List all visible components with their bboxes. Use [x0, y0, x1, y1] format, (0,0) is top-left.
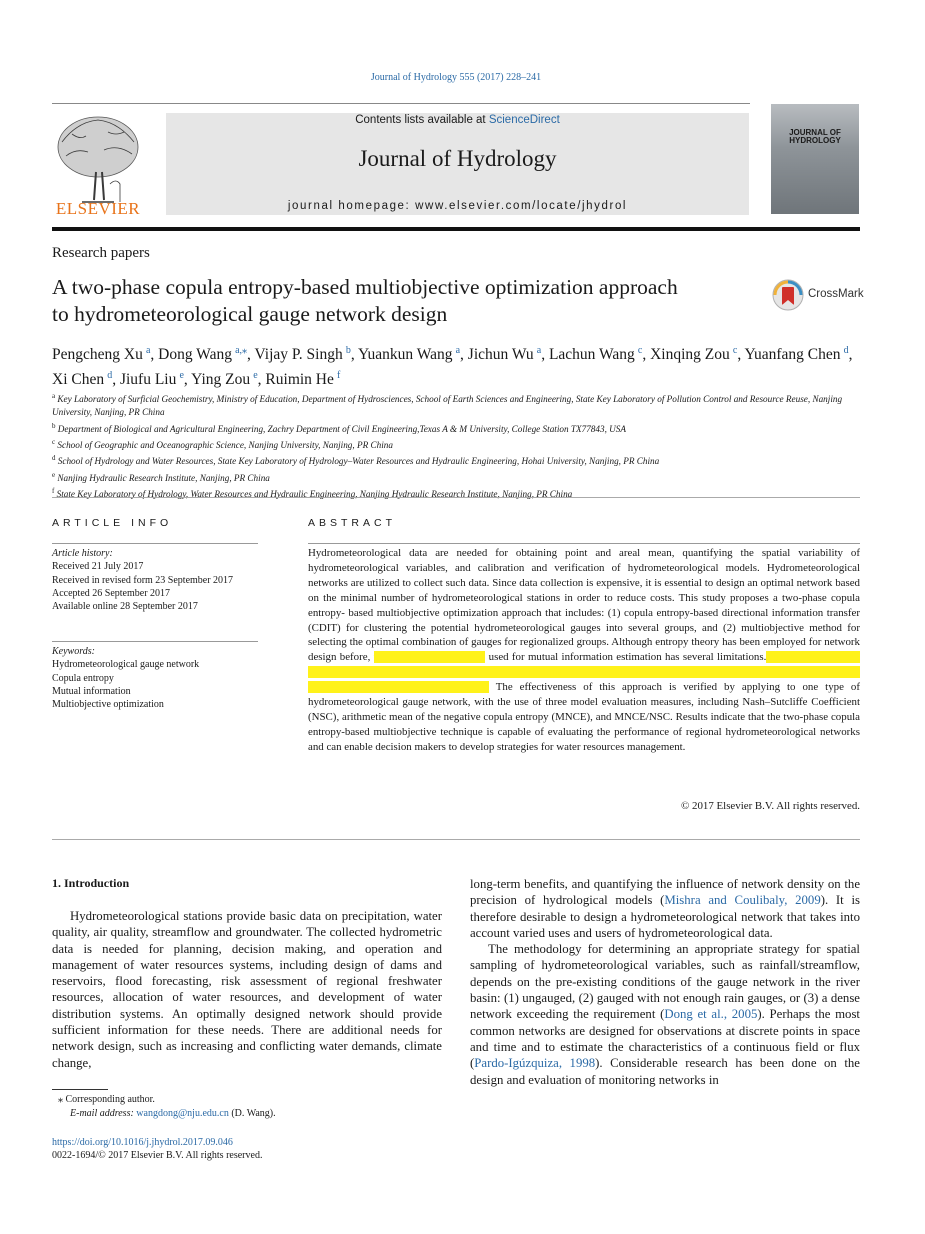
author-list: Pengcheng Xu $^a$, Dong Wang $^{a,⁎}$, Vijay P. Singh $^b$, Yuankun Wang $^a$, Jichun Wu $^a$, Lachun Wang $^c$, Xinqing Zou $^c$, Yuanfang Chen $^d$, Xi Chen $^d$, Jiufu Liu $^e$, Ying Zou $^e$, Ruimin He $^f$ [52, 345, 853, 389]
author-affiliation-marker[interactable]: f [337, 370, 341, 382]
body-column-left [52, 908, 442, 1071]
affiliation [52, 485, 867, 501]
affiliation-text: School of Hydrology and Water Resources, State Key Laboratory of Hydrology–Water Resources and Hydraulic Engineering, Hohai University, Nanjing, PR China [57, 456, 660, 467]
crossmark-label[interactable]: CrossMark [808, 288, 864, 300]
affiliation-marker: c [52, 438, 56, 447]
author-name[interactable]: Xinqing Zou [650, 346, 730, 364]
header-divider [52, 103, 750, 104]
divider [52, 497, 860, 498]
affiliation [52, 390, 867, 420]
cover-title: JOURNAL OF HYDROLOGY [789, 128, 841, 145]
author-affiliation-marker[interactable]: d [107, 370, 113, 382]
abstract-copyright: © 2017 Elsevier B.V. All rights reserved. [681, 800, 860, 812]
footnote-rule [52, 1089, 108, 1090]
keyword: Multiobjective optimization [52, 699, 164, 711]
author-affiliation-marker[interactable]: d [843, 345, 849, 356]
paragraph-text: ). Perhaps the most common networks are designed for observations at discrete points in space and time and to estimate the characteristics of a continuous field or flux ( [470, 1007, 860, 1071]
author[interactable] [52, 346, 150, 363]
author[interactable] [358, 346, 460, 363]
article-info-heading: ARTICLE INFO [52, 517, 173, 529]
affiliation-marker: b [52, 421, 56, 430]
author-name[interactable]: Ruimin He [265, 371, 334, 389]
divider [52, 839, 860, 840]
journal-title: Journal of Hydrology [358, 146, 557, 171]
paragraph [470, 941, 860, 1088]
email-line [52, 1107, 442, 1121]
sciencedirect-link[interactable]: ScienceDirect [488, 114, 560, 126]
issn-line: 0022-1694/© 2017 Elsevier B.V. All rights reserved. [52, 1150, 263, 1161]
paragraph-text: long-term benefits, and quantifying the influence of network density on the precision of hydrological models ( [470, 877, 860, 908]
contents-availability [166, 114, 749, 126]
affiliation-marker: a [52, 392, 56, 400]
abstract-heading: ABSTRACT [308, 517, 397, 529]
affiliation [52, 436, 867, 452]
affiliation-marker: d [52, 454, 56, 463]
citation-link[interactable]: Mishra and Coulibaly, 2009 [664, 893, 821, 908]
paragraph: Hydrometeorological stations provide basic data on precipitation, water quality, air quality, streamflow and groundwater. The collected hydrometric data is needed for planning, decision making, and operation and management of water resources systems, including design of dams and reservoirs, flood forecasting, risk assessment of regional freshwater resources, allocation of water resources, and development of water distribution systems. An optimally designed network should provide sufficient information for these needs. There are additional needs for network design, such as increasing and conflicting water demands, climate change, [52, 909, 442, 1070]
cover-background [771, 104, 859, 214]
doi-link[interactable]: https://doi.org/10.1016/j.jhydrol.2017.09.046 [52, 1137, 233, 1148]
section-type: Research papers [52, 245, 150, 261]
author[interactable] [158, 346, 247, 363]
journal-cover-image[interactable] [771, 104, 859, 214]
affiliation-list [52, 390, 867, 501]
author-name[interactable]: Xi Chen [52, 371, 105, 389]
affiliation-text: Department of Biological and Agricultural Engineering, Zachry Department of Civil Engineering,Texas A & M University, College Station TX77843, USA [57, 423, 627, 434]
affiliation [52, 452, 867, 468]
journal-reference-link[interactable]: Journal of Hydrology 555 (2017) 228–241 [370, 72, 542, 83]
author-affiliation-marker[interactable]: a [536, 345, 542, 356]
abstract-highlight: In the present paper, we utilize copula entropy for multivariate mutual information estimation, which exploits the advantage of copula to calculate mutual information between variables. [308, 651, 860, 694]
author[interactable] [191, 371, 258, 388]
author-affiliation-marker[interactable]: e [179, 370, 184, 382]
author[interactable] [120, 371, 184, 388]
author[interactable] [650, 346, 737, 363]
keyword: Hydrometeorological gauge network [52, 659, 200, 671]
footnote [52, 1093, 442, 1121]
body-column-right [470, 876, 860, 1088]
email-link[interactable]: wangdong@nju.edu.cn [136, 1108, 229, 1119]
affiliation [52, 420, 867, 436]
author-name[interactable]: Yuanfang Chen [744, 346, 841, 364]
email-label: E-mail address: [70, 1108, 137, 1119]
email-suffix: (D. Wang). [228, 1108, 276, 1119]
affiliation-text: State Key Laboratory of Hydrology, Water Resources and Hydraulic Engineering, Nanjing Hydraulic Research Institute, Nanjing, PR China [56, 489, 573, 500]
history-item: Received in revised form 23 September 2017 [52, 574, 234, 586]
affiliation [52, 469, 867, 485]
abstract-highlight: the continuous entropy is [373, 651, 486, 664]
history-item: Received 21 July 2017 [52, 561, 144, 573]
keyword: Copula entropy [52, 672, 114, 684]
journal-homepage[interactable]: journal homepage: www.elsevier.com/locate/jhydrol [287, 200, 628, 212]
author-name[interactable]: Yuankun Wang [358, 346, 453, 364]
divider [52, 543, 258, 544]
abstract-body [308, 546, 860, 755]
article-title: A two-phase copula entropy-based multiobjective optimization approach to hydrometeorological gauge network design [52, 275, 678, 326]
author[interactable] [468, 346, 541, 363]
abstract-text-2: used for mutual information estimation has several limitations. [485, 651, 767, 664]
doi-block [52, 1136, 442, 1162]
author-name[interactable]: Vijay P. Singh [254, 346, 343, 364]
paragraph-text: ). Considerable research has been done on the design and evaluation of monitoring networks in [470, 1056, 860, 1087]
affiliation-text: Key Laboratory of Surficial Geochemistry, Ministry of Education, Department of Hydrosciences, School of Earth Sciences and Engineering, State Key Laboratory of Pollution Control and Resource Reuse, Nanjing University, Nanjing, PR China [52, 394, 843, 418]
author-affiliation-marker[interactable]: e [253, 370, 258, 382]
citation-link[interactable]: Dong et al., 2005 [664, 1007, 758, 1022]
affiliation-marker: e [52, 470, 56, 479]
divider [52, 641, 258, 642]
author-name[interactable]: Lachun Wang [548, 346, 635, 364]
introduction-heading: 1. Introduction [52, 876, 130, 890]
author[interactable] [549, 346, 642, 363]
citation-link[interactable]: Pardo-Igúzquiza, 1998 [474, 1056, 596, 1071]
author[interactable] [52, 371, 112, 388]
keywords [52, 645, 258, 711]
affiliation-text: Nanjing Hydraulic Research Institute, Nanjing, PR China [57, 472, 270, 483]
author-name[interactable]: Pengcheng Xu [52, 346, 143, 364]
header-thick-rule [52, 227, 860, 231]
keyword: Mutual information [52, 685, 131, 697]
author-affiliation-marker[interactable]: a [455, 345, 461, 356]
paragraph-text: The methodology for determining an appropriate strategy for spatial sampling of hydrometeorological variables, such as rainfall/streamflow, depends on the pre-existing conditions of the gauge network in the river basin: (1) ungauged, (2) gauged with not enough rain gauges, or (3) a dense network exceeding the requirement ( [470, 942, 860, 1022]
author-affiliation-marker[interactable]: a,⁎ [235, 345, 248, 356]
author[interactable] [745, 346, 849, 363]
corresponding-author-note: ⁎ Corresponding author. [58, 1094, 155, 1105]
contents-prefix: Contents lists available at [355, 114, 489, 126]
author-affiliation-marker[interactable]: c [732, 345, 738, 356]
article-history [52, 547, 258, 613]
author[interactable] [265, 371, 340, 388]
author-name[interactable]: Dong Wang [158, 346, 232, 364]
author-affiliation-marker[interactable]: c [637, 345, 643, 356]
history-item: Accepted 26 September 2017 [52, 587, 171, 599]
affiliation-marker: f [52, 487, 55, 496]
author-name[interactable]: Ying Zou [191, 371, 251, 389]
crossmark-icon[interactable] [772, 279, 804, 311]
affiliation-text: School of Geographic and Oceanographic Science, Nanjing University, Nanjing, PR China [57, 440, 393, 451]
author[interactable] [255, 346, 351, 363]
abstract-text-1: Hydrometeorological data are needed for obtaining point and areal mean, quantifying the spatial variability of hydrometeorological variables, and calibration and verification of hydrometeorological models. Hydrometeorological networks are utilized to collect such data. Since data collection is expensive, it is essential to design an optimal network based on the minimal number of hydrometeorological stations in order to reduce costs. This study proposes a two-phase copula entropy- based multiobjective optimization approach that includes: (1) copula entropy-based directional information transfer (CDIT) for clustering the potential hydrometeorological gauges into several groups, and (2) multiobjective method for selecting the optimal combination of gauges for regionalized groups. Although entropy theory has been employed for network design before, [308, 547, 860, 664]
author-affiliation-marker[interactable]: b [345, 345, 351, 356]
paragraph-text: ). It is therefore desirable to design a hydrometeorological network that takes into account varied uses and users of hydrometeorological data. [470, 893, 860, 940]
author-name[interactable]: Jichun Wu [467, 346, 534, 364]
history-label: Article history: [52, 548, 113, 559]
history-item: Available online 28 September 2017 [52, 601, 198, 613]
paragraph [470, 876, 860, 941]
author-name[interactable]: Jiufu Liu [119, 371, 177, 389]
divider [308, 543, 860, 544]
elsevier-wordmark: ELSEVIER [55, 199, 141, 218]
author-affiliation-marker[interactable]: a [145, 345, 151, 356]
abstract-text-3: The effectiveness of this approach is verified by applying to one type of hydrometeorological gauge network, with the use of three model evaluation measures, including Nash–Sutcliffe Coefficient (NSC), arithmetic mean of the negative copula entropy (MNCE), and MNCE/NSC. Results indicate that the two-phase copula entropy-based multiobjective technique is capable of evaluating the performance of regional hydrometeorological networks and can enable decision makers to develop strategies for water resources management. [308, 681, 860, 753]
keywords-label: Keywords: [52, 646, 95, 657]
